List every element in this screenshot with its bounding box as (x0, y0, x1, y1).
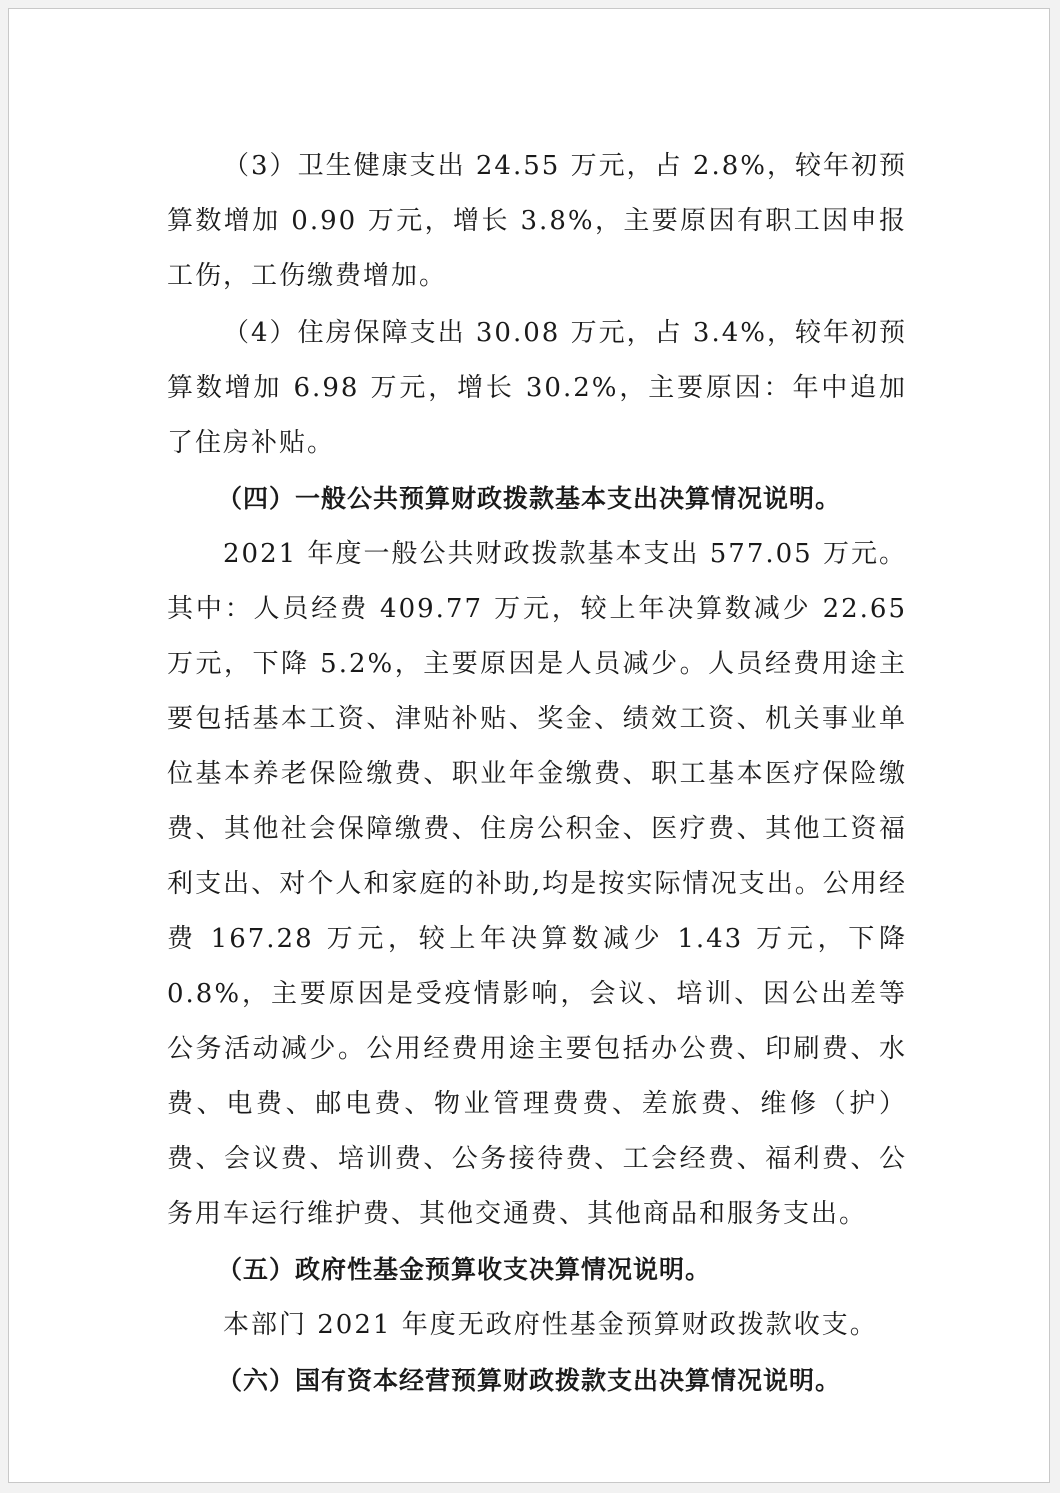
paragraph-basic-expenditure: 2021 年度一般公共财政拨款基本支出 577.05 万元。其中：人员经费 409.77 万元，较上年决算数减少 22.65 万元，下降 5.2%，主要原因是人员减少。人员经费用途主要包括基本工资、津贴补贴、奖金、绩效工资、机关事业单位基本养老保险缴费、职业年金缴费、职工基本医疗保险缴费、其他社会保障缴费、住房公积金、医疗费、其他工资福利支出、对个人和家庭的补助,均是按实际情况支出。公用经费 167.28 万元，较上年决算数减少 1.43 万元，下降 0.8%，主要原因是受疫情影响，会议、培训、因公出差等公务活动减少。公用经费用途主要包括办公费、印刷费、水费、电费、邮电费、物业管理费费、差旅费、维修（护）费、会议费、培训费、公务接待费、工会经费、福利费、公务用车运行维护费、其他交通费、其他商品和服务支出。 (167, 539, 907, 1229)
section-heading-6: （六）国有资本经营预算财政拨款支出决算情况说明。 (217, 1366, 842, 1395)
paragraph-health-expenditure: （3）卫生健康支出 24.55 万元，占 2.8%，较年初预算数增加 0.90 万元，增长 3.8%，主要原因有职工因申报工伤，工伤缴费增加。 (167, 151, 907, 291)
document-body (167, 139, 907, 1409)
document-page (8, 8, 1050, 1483)
paragraph-government-fund: 本部门 2021 年度无政府性基金预算财政拨款收支。 (223, 1310, 878, 1340)
paragraph-housing-expenditure: （4）住房保障支出 30.08 万元，占 3.4%，较年初预算数增加 6.98 万元，增长 30.2%，主要原因：年中追加了住房补贴。 (167, 318, 907, 458)
section-heading-4: （四）一般公共预算财政拨款基本支出决算情况说明。 (217, 484, 842, 513)
section-heading-5: （五）政府性基金预算收支决算情况说明。 (217, 1255, 712, 1284)
